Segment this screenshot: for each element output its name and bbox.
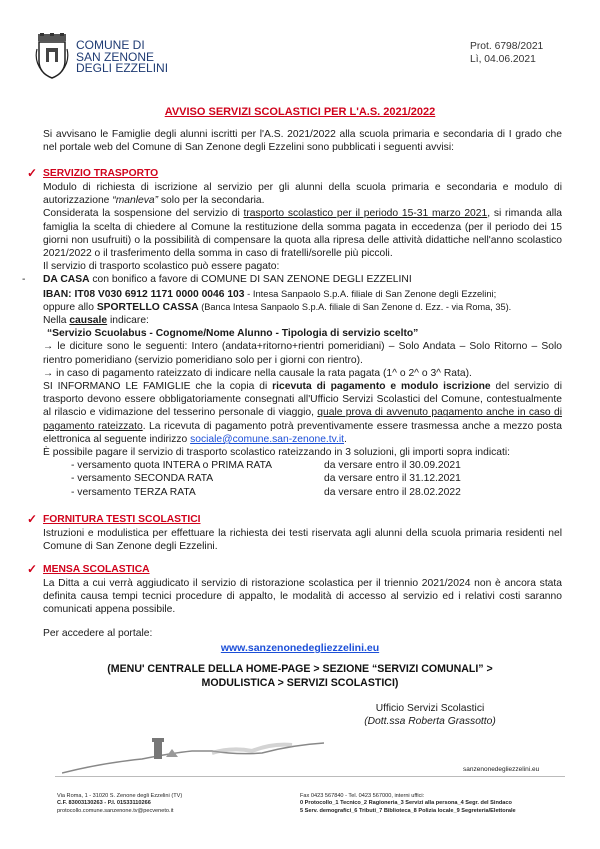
list-item: - versamento quota INTERA o PRIMA RATA da versare entro il 30.09.2021 xyxy=(71,460,461,472)
signature-name: (Dott.ssa Roberta Grassotto) xyxy=(364,716,496,728)
email-link[interactable]: sociale@comune.san-zenone.tv.it xyxy=(190,433,345,445)
mensa-body: La Ditta a cui verrà aggiudicato il servizio di ristorazione scolastica per il triennio 2021/2024 non è ancora stata definita causa tempi tecnici procedure di appalto, le modalità di accesso al servizio ed i relativi costi saranno comunicati appena possibile. xyxy=(43,578,562,616)
rate-list xyxy=(43,459,562,499)
causale-line: Nella causale indicare: xyxy=(43,315,149,327)
rate-note: → in caso di pagamento rateizzato di indicare nella causale la rata pagata (1^ o 2^ o 3^ Rata). xyxy=(43,367,472,379)
municipality-logo-text xyxy=(76,40,168,75)
iban-line: IBAN: IT08 V030 6912 1171 0000 0046 103 - Intesa Sanpaolo S.p.A. filiale di San Zenone degli Ezzelini; xyxy=(43,287,497,300)
footer-divider xyxy=(55,776,565,777)
logo-line-1: COMUNE DI xyxy=(76,38,145,52)
trasporto-body xyxy=(22,181,563,499)
testi-body: Istruzioni e modulistica per effettuare la richiesta dei testi riservata agli alunni della scuola primaria residenti nel Comune di San Zenone degli Ezzelini. xyxy=(43,528,562,553)
coat-of-arms-icon xyxy=(34,33,70,79)
casa-line: - DA CASA con bonifico a favore di COMUNE DI SAN ZENONE DEGLI EZZELINI xyxy=(22,274,412,286)
section-title-testi: FORNITURA TESTI SCOLASTICI xyxy=(43,514,201,525)
checkmark-icon: ✓ xyxy=(27,166,38,180)
rate-intro: È possibile pagare il servizio di trasporto scolastico rateizzando in 3 soluzioni, gli importi sopra indicati: xyxy=(43,447,511,459)
footer-site: sanzenonedegliezzelini.eu xyxy=(463,766,540,773)
informano-paragraph: SI INFORMANO LE FAMIGLIE che la copia di ricevuta di pagamento e modulo iscrizione del servizio di trasporto devono essere obbligatoriamente consegnati all'Ufficio Servizi Scolastici del Comune, contestualmente al rilascio e vidimazione del tesserino personale di viaggio, quale prova di avvenuto pagamento anche in caso di pagamento rateizzato. La ricevuta di pagamento potrà preventivamente essere trasmessa anche a mezzo posta elettronica al seguente indirizzo sociale@comune.san-zenone.tv.it. xyxy=(43,381,563,445)
intro-paragraph: Si avvisano le Famiglie degli alunni iscritti per l'A.S. 2021/2022 alla scuola primaria e secondaria di I grado che nel portale web del Comune di San Zenone degli Ezzelini sono pubblicati i seguenti avvisi: xyxy=(43,129,562,154)
logo-line-3: DEGLI EZZELINI xyxy=(76,61,169,75)
section-title-mensa: MENSA SCOLASTICA xyxy=(43,564,150,575)
trasporto-p1: Modulo di richiesta di iscrizione al servizio per gli alunni della scuola primaria e secondaria e modulo di autorizzazione “manleva” solo per la secondaria. xyxy=(43,182,562,207)
town-skyline-illustration xyxy=(62,735,324,775)
footer-contacts: Fax 0423 567840 - Tel. 0423 567000, interni uffici: 0 Protocollo_1 Tecnico_2 Ragioneria_3 Servizi alla persona_4 Segr. del Sindaco 5 Serv. demografici_6 Tributi_7 Biblioteca_8 Polizia locale_9 Segreteria/Elettorale xyxy=(300,793,516,814)
footer-address: Via Roma, 1 - 31020 S. Zenone degli Ezzelini (TV) C.F. 83003130263 - P.I. 01533110266 protocollo.comune.sanzenone.tv@pecveneto.it xyxy=(57,793,183,814)
causale-text: “Servizio Scuolabus - Cognome/Nome Alunno - Tipologia di servizio scelto” xyxy=(47,328,419,340)
portal-label: Per accedere al portale: xyxy=(43,628,153,639)
checkmark-icon: ✓ xyxy=(27,512,38,526)
page-title: AVVISO SERVIZI SCOLASTICI PER L'A.S. 2021/2022 xyxy=(164,106,436,118)
portal-link[interactable]: www.sanzenonedegliezzelini.eu xyxy=(220,642,380,654)
checkmark-icon: ✓ xyxy=(27,562,38,576)
signature-block xyxy=(330,702,530,728)
document-date: Lì, 04.06.2021 xyxy=(470,54,536,65)
logo-line-2: SAN ZENONE xyxy=(76,49,155,64)
trasporto-p3: Il servizio di trasporto scolastico può essere pagato: xyxy=(43,261,280,273)
protocol-number: Prot. 6798/2021 xyxy=(470,41,544,52)
sportello-line: oppure allo SPORTELLO CASSA (Banca Intesa Sanpaolo S.p.A. filiale di San Zenone d. Ezz. - via Roma, 35). xyxy=(43,301,512,313)
portal-menu-path: (MENU' CENTRALE DELLA HOME-PAGE > SEZIONE “SERVIZI COMUNALI” > MODULISTICA > SERVIZI SCOLASTICI) xyxy=(107,663,493,689)
protocol-block xyxy=(470,40,543,66)
section-title-trasporto: SERVIZIO TRASPORTO xyxy=(43,168,159,179)
signature-office: Ufficio Servizi Scolastici xyxy=(375,703,485,714)
diciture-note: → le diciture sono le seguenti: Intero (andata+ritorno+rientri pomeridiani) – Solo Andata – Solo Ritorno – Solo rientro pomeridiano (servizio pomeridiano solo per i giorni con rientro). xyxy=(43,341,562,366)
list-item: - versamento TERZA RATA da versare entro il 28.02.2022 xyxy=(71,486,461,498)
trasporto-p2: Considerata la sospensione del servizio di trasporto scolastico per il periodo 15-31 marzo 2021, si rimanda alla famiglia la scelta di chiedere al Comune la restituzione della somma pagata in eccedenza (per il periodo dei 15 giorni non usufruiti) o la possibilità di compensare la quota alla ripresa delle attività didattiche nell'anno scolastico 2021/2022 o il trasferimento della somma in caso di fratelli/sorelle più piccoli. xyxy=(43,208,562,260)
list-item: - versamento SECONDA RATA da versare entro il 31.12.2021 xyxy=(71,473,461,485)
